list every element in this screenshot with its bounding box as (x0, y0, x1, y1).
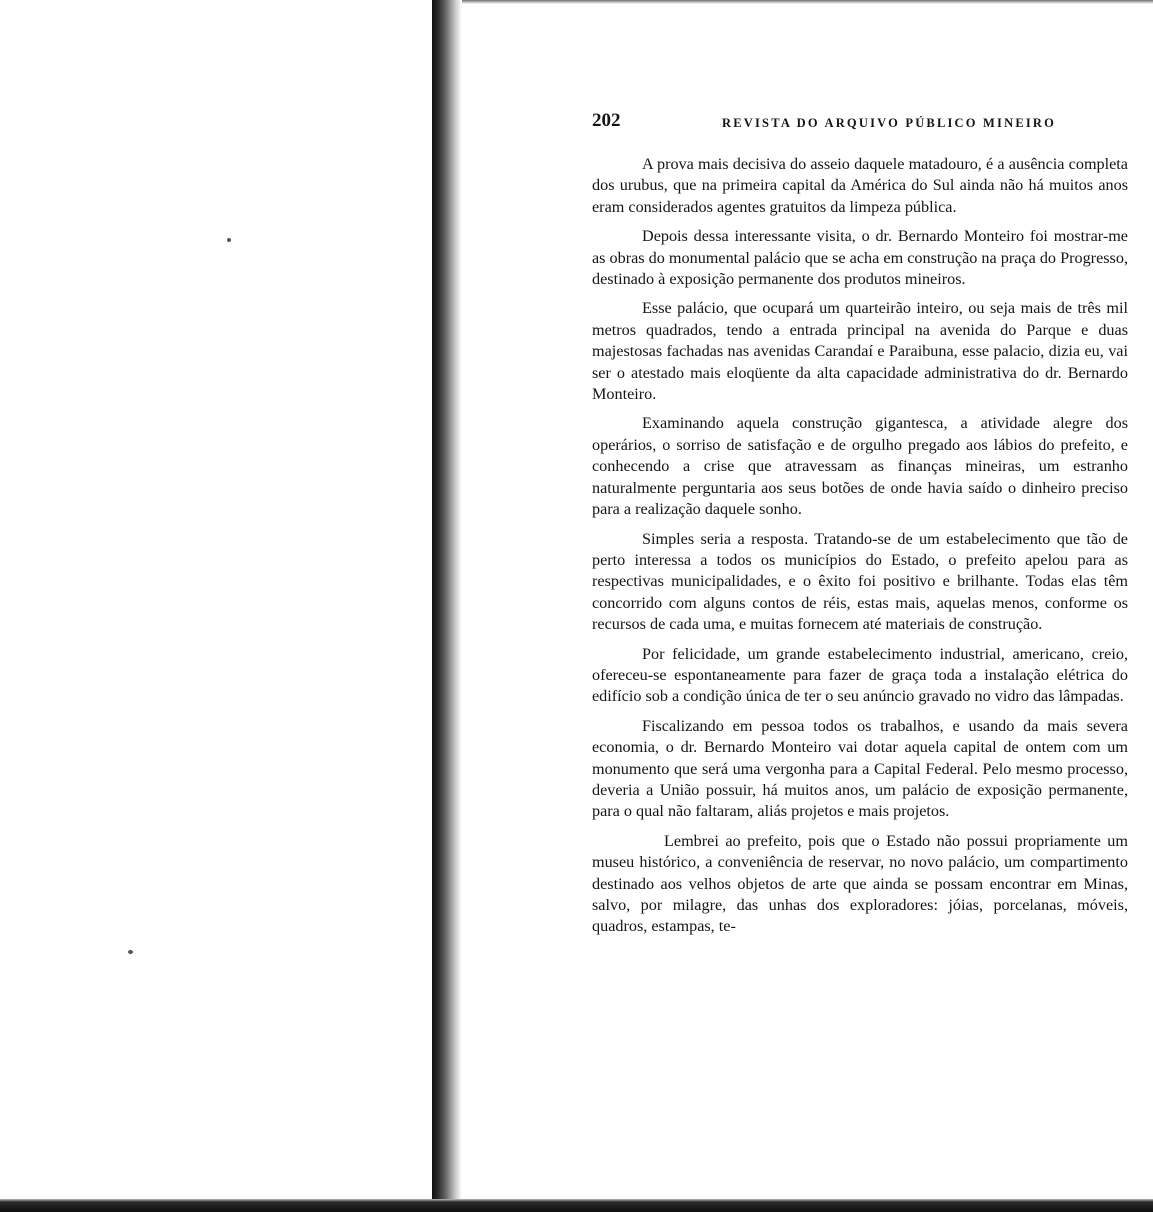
page-number: 202 (592, 110, 621, 131)
book-gutter (432, 0, 462, 1200)
left-blank-page (0, 0, 432, 1212)
page-speck (128, 950, 133, 954)
page-speck (227, 238, 231, 242)
top-page-edge (462, 0, 1153, 4)
paragraph: A prova mais decisiva do asseio daquele matadouro, é a ausência completa dos urubus, que na primeira capital da América do Sul ainda não há muitos anos eram considerados agentes gratuitos da limpeza pública. (592, 155, 1128, 216)
page-header (592, 108, 1130, 134)
paragraph: Examinando aquela construção gigantesca, a atividade alegre dos operários, o sorriso de satisfação e de orgulho pregado aos lábios do prefeito, e conhecendo a crise que atravessam as finanças mineiras, um estranho naturalmente perguntaria aos seus botões de onde havia saído o dinheiro preciso para a realização daquele sonho. (592, 414, 1128, 519)
article-body (592, 154, 1128, 946)
paragraph: Lembrei ao prefeito, pois que o Estado não possui propriamente um museu histórico, a conveniência de reservar, no novo palácio, um compartimento destinado aos velhos objetos de arte que ainda se possam encontrar em Minas, salvo, por milagre, das unhas dos exploradores: jóias, porcelanas, móveis, quadros, estampas, te- (592, 831, 1128, 936)
paragraph: Depois dessa interessante visita, o dr. Bernardo Monteiro foi mostrar-me as obras do monumental palácio que se acha em construção na praça do Progresso, destinado à exposição permanente dos produtos mineiros. (592, 227, 1128, 289)
paragraph: Simples seria a resposta. Tratando-se de um estabelecimento que tão de perto interessa a todos os municípios do Estado, o prefeito apelou para as respectivas municipalidades, e o êxito foi positivo e brilhante. Todas elas têm concorrido com alguns contos de réis, estas mais, aquelas menos, conforme os recursos de cada uma, e muitas fornecem até materiais de construção. (592, 529, 1128, 634)
paragraph: Esse palácio, que ocupará um quarteirão inteiro, ou seja mais de três mil metros quadrados, tendo a entrada principal na avenida do Parque e duas majestosas fachadas nas avenidas Carandaí e Paraibuna, esse palacio, dizia eu, vai ser o atestado mais eloqüente da alta capacidade administrativa do dr. Bernardo Monteiro. (592, 299, 1128, 404)
running-title: REVISTA DO ARQUIVO PÚBLICO MINEIRO (722, 116, 1057, 130)
paragraph: Fiscalizando em pessoa todos os trabalhos, e usando da mais severa economia, o dr. Bernardo Monteiro vai dotar aquela capital de ontem com um monumento que será uma vergonha para a Capital Federal. Pelo mesmo processo, deveria a União possuir, há muitos anos, um palácio de exposição permanente, para o qual não faltaram, aliás projetos e mais projetos. (592, 716, 1128, 821)
paragraph: Por felicidade, um grande estabelecimento industrial, americano, creio, ofereceu-se espontaneamente para fazer de graça toda a instalação elétrica do edifício sob a condição única de ter o seu anúncio gravado no vidro das lâmpadas. (592, 644, 1128, 706)
bottom-page-edge (0, 1199, 1153, 1212)
